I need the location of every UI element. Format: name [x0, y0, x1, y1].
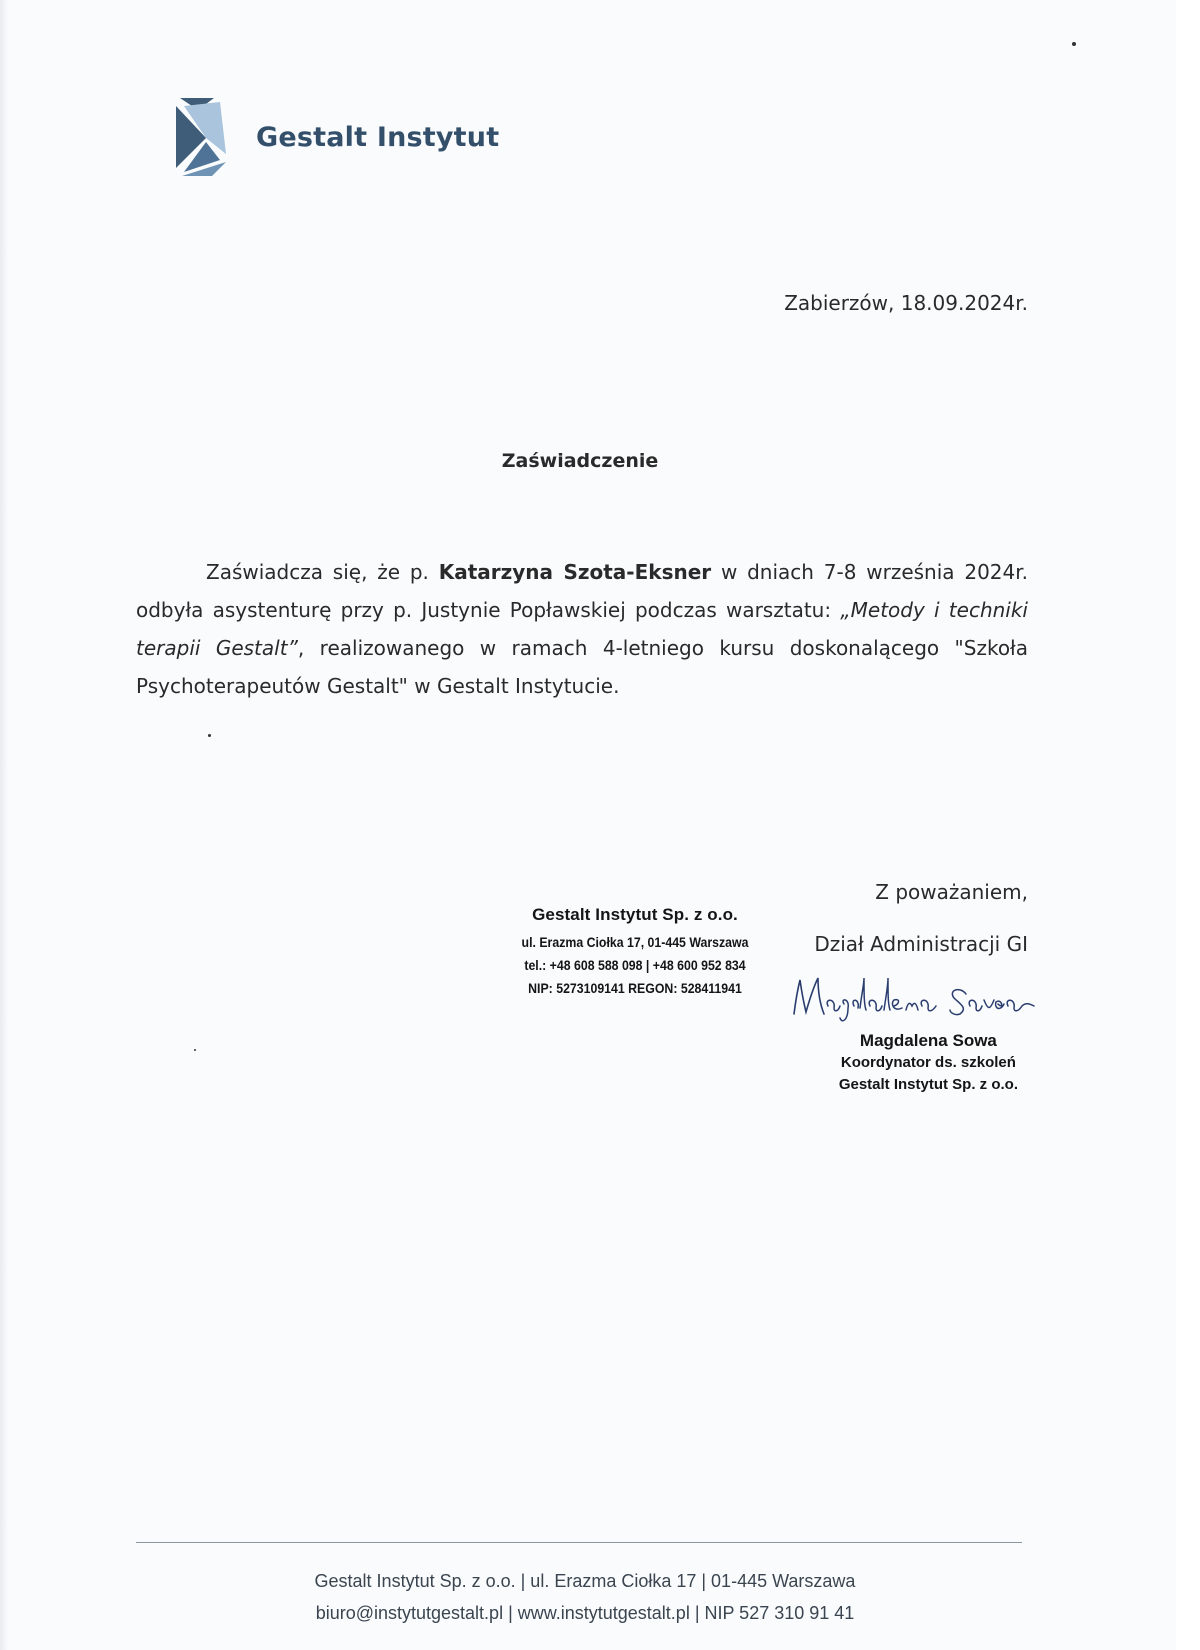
footer-line-1: Gestalt Instytut Sp. z o.o. | ul. Erazma Ciołka 17 | 01-445 Warszawa [314, 1571, 856, 1591]
footer [0, 1565, 1170, 1629]
footer-divider [136, 1542, 1022, 1543]
signer-block [839, 1030, 1018, 1096]
certificate-body [136, 553, 1028, 705]
date-line: Zabierzów, 18.09.2024r. [784, 291, 1028, 315]
body-part-1: Zaświadcza się, że p. [206, 560, 439, 584]
signer-name: Magdalena Sowa [859, 1031, 997, 1050]
scan-edge-right [1176, 0, 1200, 1650]
stamp-title: Gestalt Instytut Sp. z o.o. [532, 905, 738, 924]
scan-speck [208, 734, 211, 737]
workshop-title: „Metody i techniki terapii Gestalt” [136, 598, 1028, 660]
closing-greeting: Z poważaniem, [875, 880, 1028, 904]
handwritten-signature [790, 968, 1060, 1028]
scan-speck [194, 1049, 196, 1051]
document-title: Zaświadczenie [501, 450, 659, 472]
body-part-3: , realizowanego w ramach 4-letniego kursu doskonalącego "Szkoła Psychoterapeutów Gestalt" w Gestalt Instytucie. [136, 636, 1028, 698]
signer-role: Koordynator ds. szkoleń [840, 1054, 1016, 1071]
footer-line-2: biuro@instytutgestalt.pl | www.instytutgestalt.pl | NIP 527 310 91 41 [315, 1603, 855, 1623]
participant-name: Katarzyna Szota-Eksner [438, 560, 712, 584]
company-stamp [500, 905, 770, 1000]
body-part-2: w dniach 7-8 września 2024r. odbyła asystenturę przy p. Justynie Popławskiej podczas warsztatu: [136, 560, 1028, 622]
stamp-ids: NIP: 5273109141 REGON: 528411941 [528, 980, 742, 996]
signer-company: Gestalt Instytut Sp. z o.o. [838, 1076, 1018, 1093]
gestalt-logo-icon [176, 98, 234, 176]
stamp-address: ul. Erazma Ciołka 17, 01-445 Warszawa [521, 934, 749, 950]
department-name: Dział Administracji GI [814, 932, 1028, 956]
scan-speck [1072, 42, 1076, 46]
scan-edge-left [0, 0, 8, 1650]
brand-name: Gestalt Instytut [256, 122, 500, 153]
stamp-phone: tel.: +48 608 588 098 | +48 600 952 834 [524, 957, 746, 973]
